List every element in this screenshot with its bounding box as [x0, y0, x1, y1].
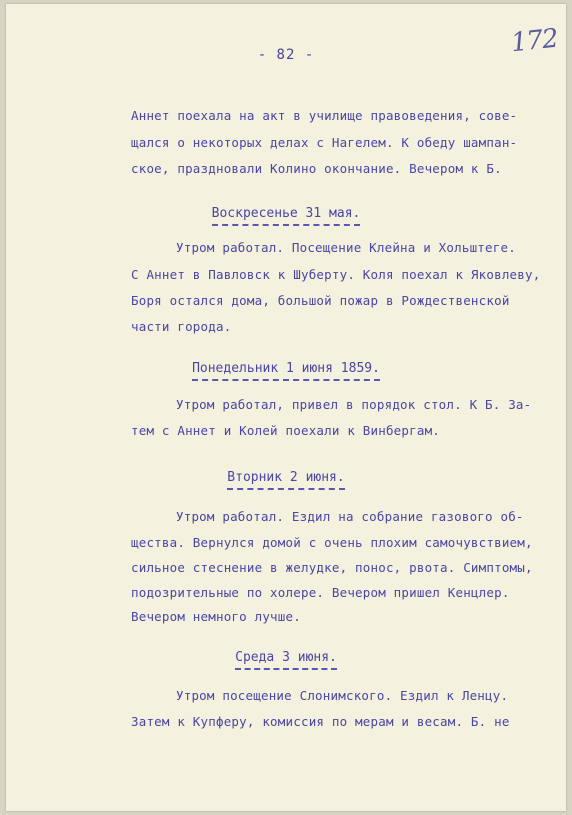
text-line: Утром работал. Посещение Клейна и Хольштеге.	[176, 240, 516, 255]
entry-heading-text: Воскресенье 31 мая.	[212, 206, 361, 226]
text-line: ское, праздновали Колино окончание. Вечером к Б.	[131, 161, 502, 176]
entry-heading	[6, 470, 566, 490]
text-line: тем с Аннет и Колей поехали к Винбергам.	[131, 423, 441, 438]
document-page	[6, 4, 566, 811]
text-line: подозрительные по холере. Вечером пришел Кенцлер.	[131, 585, 510, 600]
text-line: Аннет поехала на акт в училище правоведения, сове-	[131, 108, 518, 123]
page-number: - 82 -	[257, 47, 315, 63]
text-line: Утром посещение Слонимского. Ездил к Ленцу.	[176, 688, 509, 703]
text-line: Вечером немного лучше.	[131, 609, 301, 624]
text-line: части города.	[131, 319, 232, 334]
text-line: щества. Вернулся домой с очень плохим самочувствием,	[131, 535, 533, 550]
entry-heading	[6, 361, 566, 381]
text-line: Утром работал, привел в порядок стол. К Б. За-	[176, 397, 532, 412]
entry-heading-text: Понедельник 1 июня 1859.	[192, 361, 380, 381]
folio-number: 172	[509, 23, 560, 59]
text-line: Боря остался дома, большой пожар в Рождественской	[131, 293, 510, 308]
entry-heading	[6, 206, 566, 226]
text-line: Утром работал. Ездил на собрание газового об-	[176, 509, 524, 524]
text-line: С Аннет в Павловск к Шуберту. Коля поехал к Яковлеву,	[131, 267, 541, 282]
text-line: сильное стеснение в желудке, понос, рвота. Симптомы,	[131, 560, 533, 575]
text-line: щался о некоторых делах с Нагелем. К обеду шампан-	[131, 135, 518, 150]
entry-heading-text: Вторник 2 июня.	[227, 470, 344, 490]
entry-heading-text: Среда 3 июня.	[235, 650, 337, 670]
entry-heading	[6, 650, 566, 670]
text-line: Затем к Купферу, комиссия по мерам и весам. Б. не	[131, 714, 510, 729]
